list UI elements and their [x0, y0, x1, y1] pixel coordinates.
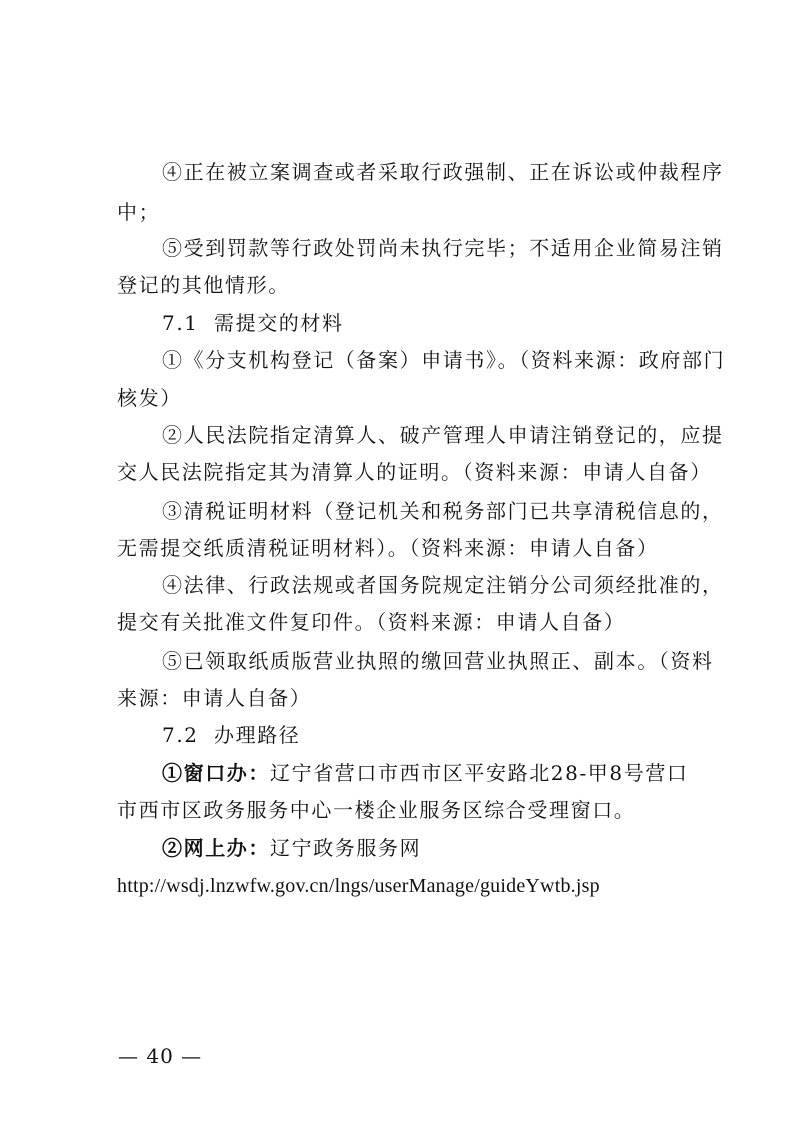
material-line: ③清税证明材料（登记机关和税务部门已共享清税信息的，: [162, 499, 724, 523]
paragraph-line: 登记的其他情形。: [117, 273, 290, 297]
paragraph-line: ④正在被立案调查或者采取行政强制、正在诉讼或仲裁程序: [162, 160, 724, 184]
window-path-address: 辽宁省营口市西市区平安路北28-甲8号营口: [270, 761, 689, 785]
online-path-line: [162, 836, 421, 860]
material-line: 核发）: [117, 386, 182, 410]
section-heading-7-1: [162, 311, 344, 335]
material-line: ⑤已领取纸质版营业执照的缴回营业执照正、副本。（资料: [162, 649, 714, 673]
material-line: 来源：申请人自备）: [117, 686, 312, 710]
section-title: 办理路径: [214, 723, 301, 747]
material-line: ④法律、行政法规或者国务院规定注销分公司须经批准的，: [162, 573, 724, 597]
online-path-label: ②网上办：: [162, 836, 270, 860]
section-number: 7.2: [162, 723, 199, 747]
paragraph-line: 中；: [117, 200, 161, 224]
online-path-text: 辽宁政务服务网: [270, 836, 422, 860]
material-line: ②人民法院指定清算人、破产管理人申请注销登记的，应提: [162, 423, 724, 447]
material-line: ①《分支机构登记（备案）申请书》。（资料来源：政府部门: [162, 348, 726, 372]
window-path-line: 市西市区政务服务中心一楼企业服务区综合受理窗口。: [117, 798, 636, 822]
section-heading-7-2: [162, 723, 300, 747]
material-line: 无需提交纸质清税证明材料）。（资料来源：申请人自备）: [117, 536, 659, 560]
window-path-line: [162, 761, 689, 785]
material-line: 交人民法院指定其为清算人的证明。（资料来源：申请人自备）: [117, 460, 712, 484]
section-title: 需提交的材料: [214, 311, 344, 335]
section-number: 7.1: [162, 311, 199, 335]
paragraph-line: ⑤受到罚款等行政处罚尚未执行完毕；不适用企业简易注销: [162, 236, 724, 260]
online-path-url[interactable]: http://wsdj.lnzwfw.gov.cn/lngs/userManage/guideYwtb.jsp: [117, 875, 600, 897]
material-line: 提交有关批准文件复印件。（资料来源：申请人自备）: [117, 610, 626, 634]
page-number: — 40 —: [118, 1044, 203, 1068]
window-path-label: ①窗口办：: [162, 761, 270, 785]
